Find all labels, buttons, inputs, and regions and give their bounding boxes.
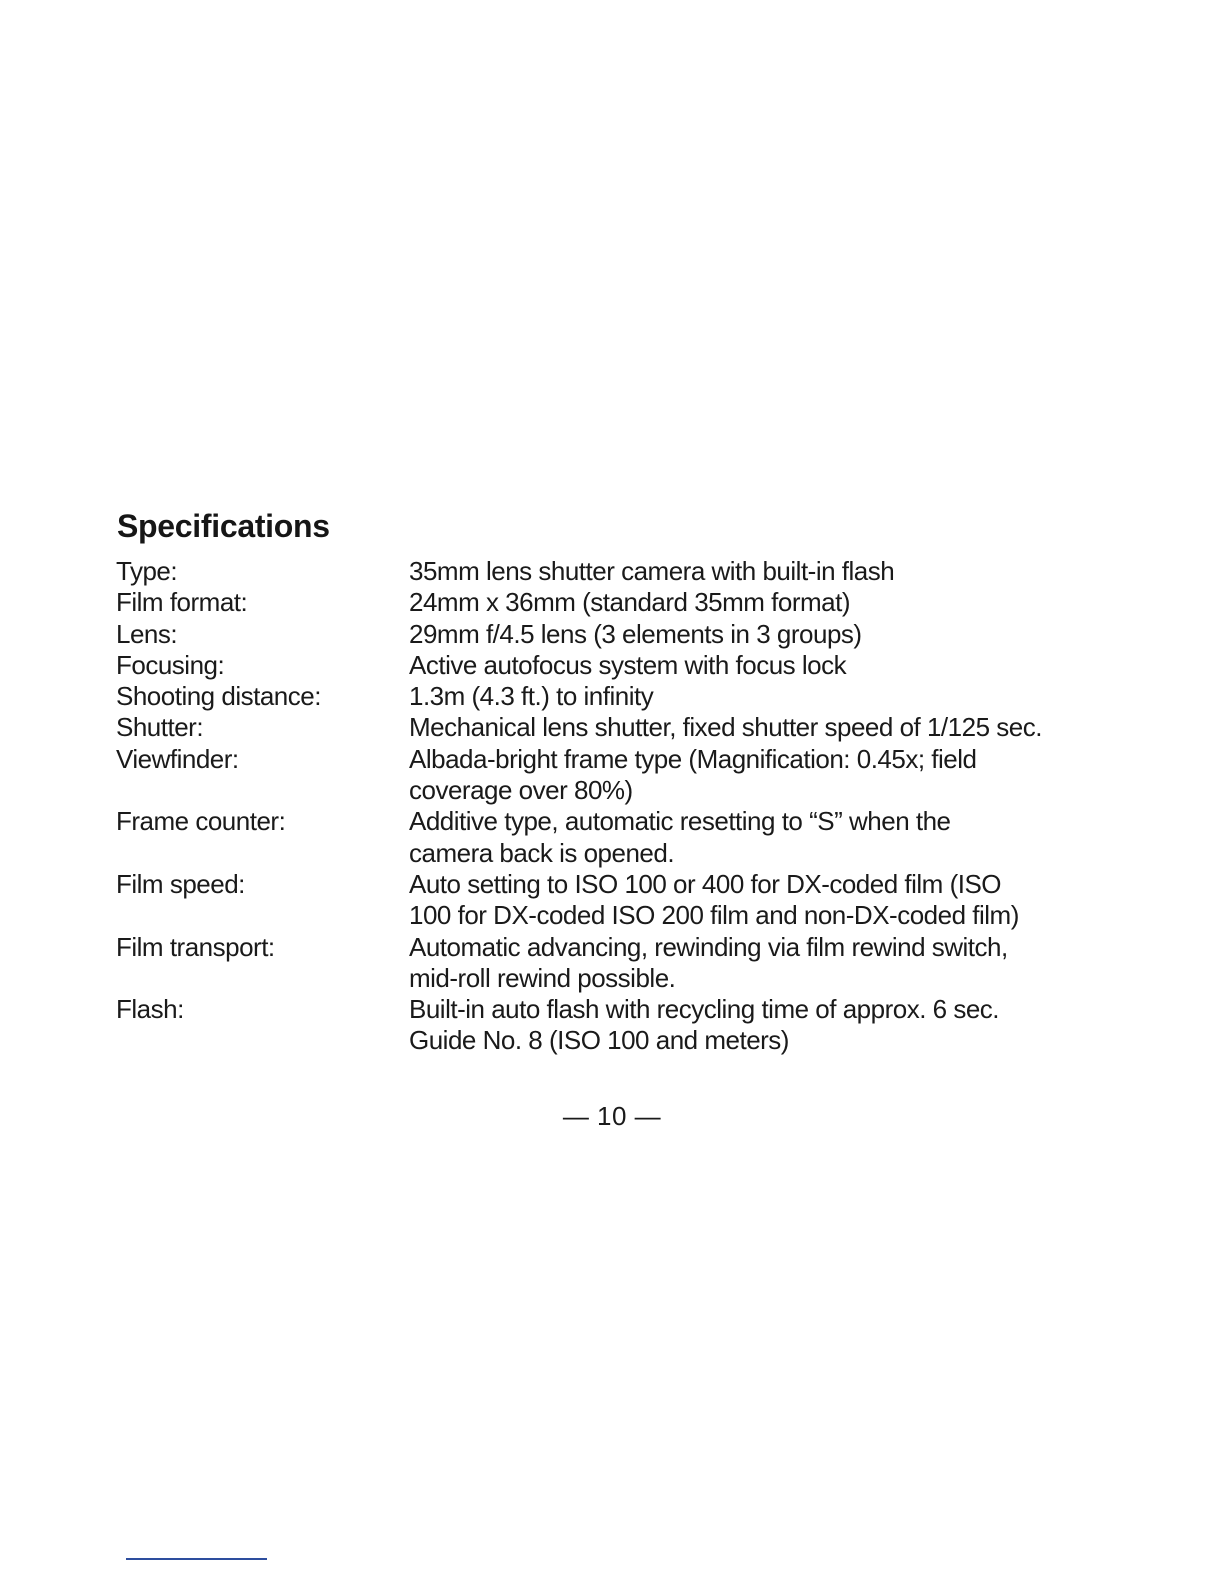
spec-value-line: camera back is opened. [409, 837, 675, 868]
bottom-rule [126, 1558, 267, 1560]
spec-label: Flash: [116, 994, 184, 1025]
spec-value-line: 35mm lens shutter camera with built-in flash [409, 556, 895, 586]
spec-value-line: 29mm f/4.5 lens (3 elements in 3 groups) [409, 618, 862, 649]
page-number: — 10 — [562, 1101, 662, 1131]
spec-value [409, 556, 1116, 587]
spec-value [409, 744, 1116, 807]
spec-label: Frame counter: [116, 806, 286, 837]
spec-value-line: coverage over 80%) [409, 775, 633, 806]
spec-value [409, 994, 1116, 1057]
spec-value-line: 1.3m (4.3 ft.) to infinity [409, 681, 654, 712]
spec-row-focusing [116, 650, 1116, 681]
spec-value [409, 932, 1116, 995]
spec-value-line: Additive type, automatic resetting to “S” when the [409, 806, 951, 837]
spec-value [409, 650, 1116, 681]
spec-label: Film speed: [116, 868, 245, 899]
spec-label: Film transport: [116, 931, 275, 962]
spec-row-film-format [116, 587, 1116, 618]
spec-label: Viewfinder: [116, 743, 239, 774]
spec-value-line: Active autofocus system with focus lock [409, 649, 847, 680]
spec-row-viewfinder [116, 744, 1116, 807]
spec-value-line: Guide No. 8 (ISO 100 and meters) [409, 1025, 789, 1056]
page-title: Specifications [117, 508, 330, 544]
spec-value-line: Automatic advancing, rewinding via film rewind switch, [409, 931, 1008, 962]
spec-value [409, 619, 1116, 650]
spec-label: Shooting distance: [116, 681, 321, 712]
spec-value-line: Auto setting to ISO 100 or 400 for DX-coded film (ISO [409, 868, 1002, 899]
spec-row-lens [116, 619, 1116, 650]
spec-value [409, 712, 1116, 743]
spec-label: Lens: [116, 618, 178, 649]
spec-row-shooting-distance [116, 681, 1116, 712]
spec-value [409, 681, 1116, 712]
spec-row-frame-counter [116, 806, 1116, 869]
spec-label: Shutter: [116, 712, 204, 743]
spec-label: Type: [116, 556, 178, 586]
specifications-list [116, 556, 1116, 1057]
spec-value-line: 100 for DX-coded ISO 200 film and non-DX-coded film) [409, 900, 1019, 931]
spec-value-line: Mechanical lens shutter, fixed shutter speed of 1/125 sec. [409, 712, 1042, 743]
spec-value [409, 869, 1116, 932]
spec-row-film-speed [116, 869, 1116, 932]
spec-row-film-transport [116, 932, 1116, 995]
spec-row-type [116, 556, 1116, 587]
spec-value-line: Built-in auto flash with recycling time of approx. 6 sec. [409, 994, 1000, 1025]
spec-value [409, 806, 1116, 869]
spec-value-line: 24mm x 36mm (standard 35mm format) [409, 587, 851, 618]
spec-label: Film format: [116, 587, 248, 618]
spec-row-flash [116, 994, 1116, 1057]
spec-value [409, 587, 1116, 618]
spec-value-line: Albada-bright frame type (Magnification: 0.45x; field [409, 743, 977, 774]
spec-label: Focusing: [116, 649, 225, 680]
spec-value-line: mid-roll rewind possible. [409, 962, 676, 993]
spec-row-shutter [116, 712, 1116, 743]
